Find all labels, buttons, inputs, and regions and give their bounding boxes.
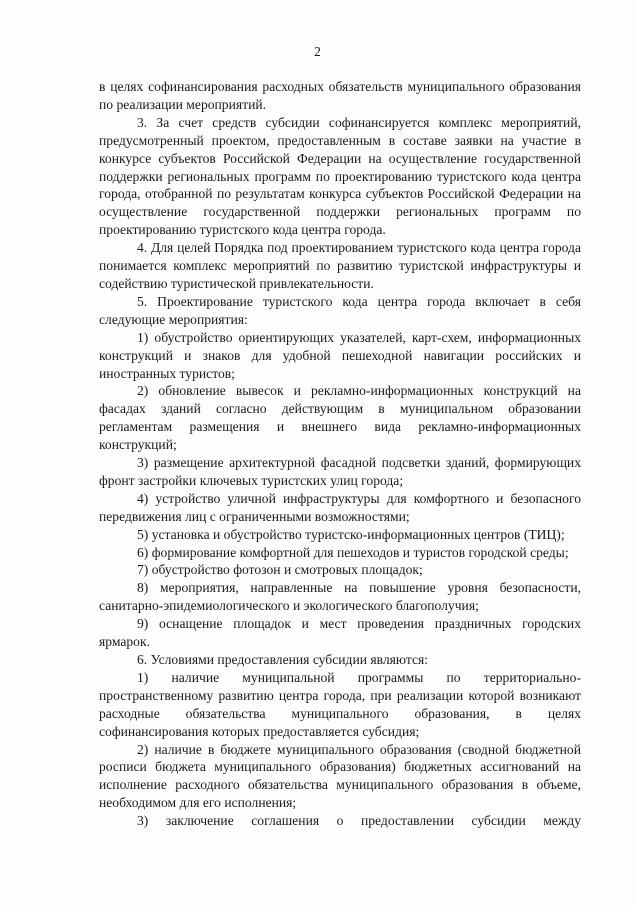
list-item-5-3: 3) размещение архитектурной фасадной подсветки зданий, формирующих фронт застройки ключевых туристских улиц города; (99, 455, 581, 488)
list-item-5-2: 2) обновление вывесок и рекламно-информационных конструкций на фасадах зданий согласно действующим в муниципальном образовании регламентам размещения и внешнего вида рекламно-информационных конструкций; (99, 383, 581, 453)
list-item-6-3: 3) заключение соглашения о предоставлении субсидии между (137, 813, 581, 829)
paragraph-clause-5: 5. Проектирование туристского кода центра города включает в себя следующие мероприятия: (99, 293, 581, 327)
list-item-5-4: 4) устройство уличной инфраструктуры для комфортного и безопасного передвижения лиц с ограниченными возможностями; (99, 490, 581, 524)
list-item-5-1: 1) обустройство ориентирующих указателей, карт-схем, информационных конструкций и знаков для удобной пешеходной навигации российских и иностранных туристов; (99, 329, 581, 381)
list-item-5-7: 7) обустройство фотозон и смотровых площадок; (137, 562, 423, 578)
list-item-6-1: 1) наличие муниципальной программы по территориально-пространственному развитию центра города, при реализации которой возникают расходные обязательства муниципального образования, в целях софинансирования которых предоставляется субсидия; (99, 669, 581, 739)
list-item-5-9: 9) оснащение площадок и мест проведения праздничных городских ярмарок. (99, 616, 581, 650)
paragraph-continuation: в целях софинансирования расходных обязательств муниципального образования по реализации мероприятий. (99, 79, 581, 112)
list-item-5-8: 8) мероприятия, направленные на повышение уровня безопасности, санитарно-эпидемиологического и экологического благополучия; (99, 580, 581, 614)
paragraph-clause-6: 6. Условиями предоставления субсидии являются: (137, 652, 429, 667)
list-item-5-5: 5) установка и обустройство туристско-информационных центров (ТИЦ); (137, 526, 565, 542)
document-body (99, 78, 581, 830)
list-item-6-2: 2) наличие в бюджете муниципального образования (сводной бюджетной росписи бюджета муниципального образования) бюджетных ассигнований на исполнение расходного обязательства муниципального образования в объеме, необходимом для его исполнения; (99, 741, 581, 811)
paragraph-clause-4: 4. Для целей Порядка под проектированием туристского кода центра города понимается комплекс мероприятий по развитию туристской инфраструктуры и содействию туристической привлекательности. (99, 240, 581, 291)
list-item-5-6: 6) формирование комфортной для пешеходов и туристов городской среды; (137, 544, 569, 560)
page-number: 2 (314, 44, 321, 59)
paragraph-clause-3: 3. За счет средств субсидии софинансируется комплекс мероприятий, предусмотренный проектом, предоставленным в составе заявки на участие в конкурсе субъектов Российской Федерации на осуществление государственной поддержки региональных программ по проектированию туристского кода центра города, отобранной по результатам конкурса субъектов Российской Федерации на осуществление государственной поддержки региональных программ по проектированию туристского кода центра города. (99, 114, 581, 238)
